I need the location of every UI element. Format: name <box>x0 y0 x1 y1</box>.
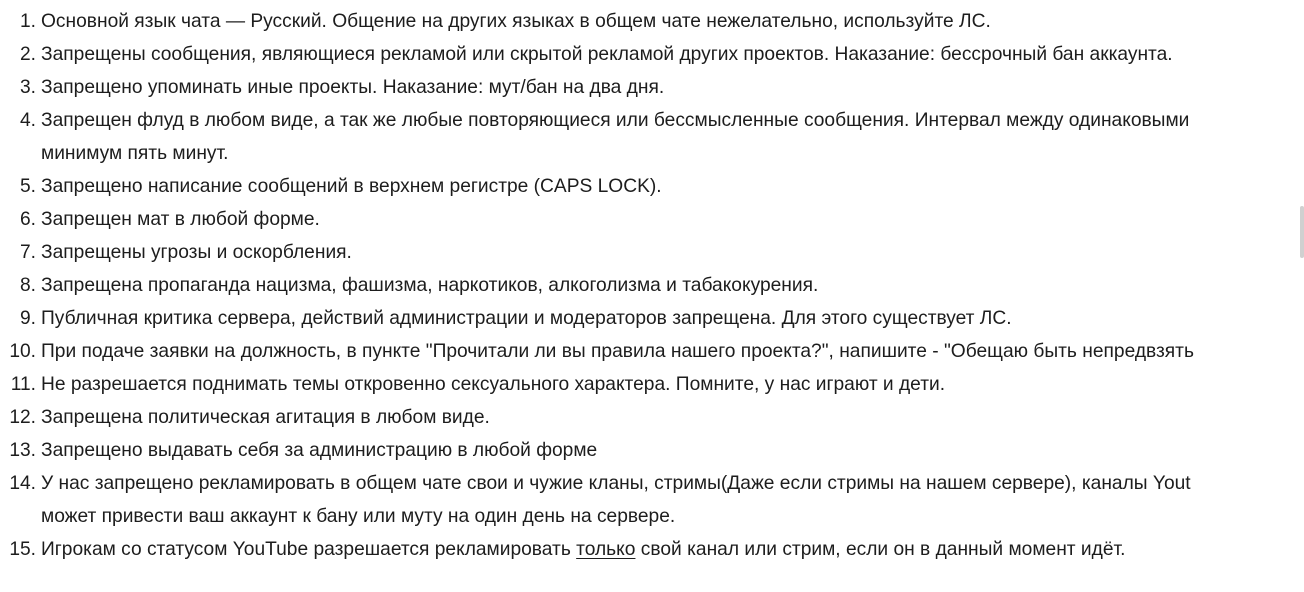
rule-text: Запрещен мат в любой форме. <box>41 209 320 230</box>
rule-text-before: Игрокам со статусом YouTube разрешается рекламировать <box>41 539 577 560</box>
rule-text: Запрещен флуд в любом виде, а так же любые повторяющиеся или бессмысленные сообщения. Интервал между одинаковыми <box>41 110 1190 131</box>
rule-number: 15. <box>9 539 36 560</box>
rules-list <box>0 5 1298 566</box>
rule-number: 5. <box>19 176 36 197</box>
rule-text: Запрещено упоминать иные проекты. Наказание: мут/бан на два дня. <box>41 77 665 98</box>
rule-text: Публичная критика сервера, действий администрации и модераторов запрещена. Для этого существует ЛС. <box>41 308 1012 329</box>
rule-item-5 <box>0 170 1298 203</box>
rule-text: У нас запрещено рекламировать в общем чате свои и чужие кланы, стримы(Даже если стримы на нашем сервере), каналы Yout <box>41 473 1191 494</box>
rule-item-14 <box>0 467 1298 533</box>
rule-number: 10. <box>9 341 36 362</box>
rule-item-3 <box>0 71 1298 104</box>
rule-item-2 <box>0 38 1298 71</box>
rule-text: Запрещены сообщения, являющиеся рекламой или скрытой рекламой других проектов. Наказание: бессрочный бан аккаунта. <box>41 44 1173 65</box>
rule-text-continuation: минимум пять минут. <box>41 143 229 164</box>
rule-number: 11. <box>10 374 36 395</box>
underlined-emphasis: только <box>576 539 636 560</box>
rule-number: 9. <box>19 308 36 329</box>
rule-number: 3. <box>19 77 36 98</box>
rule-number: 2. <box>19 44 36 65</box>
rule-text: При подаче заявки на должность, в пункте "Прочитали ли вы правила нашего проекта?", напишите - "Обещаю быть непредвзять <box>41 341 1194 362</box>
rule-number: 1. <box>19 11 36 32</box>
rule-number: 7. <box>19 242 36 263</box>
rule-text: Запрещена пропаганда нацизма, фашизма, наркотиков, алкоголизма и табакокурения. <box>41 275 819 296</box>
rule-text-after: свой канал или стрим, если он в данный момент идёт. <box>635 539 1126 560</box>
rule-item-6 <box>0 203 1298 236</box>
rule-text: Не разрешается поднимать темы откровенно сексуального характера. Помните, у нас играют и дети. <box>41 374 946 395</box>
scrollbar-thumb[interactable] <box>1300 206 1304 258</box>
rule-item-11 <box>0 368 1298 401</box>
rule-number: 13. <box>9 440 36 461</box>
rule-item-13 <box>0 434 1298 467</box>
rule-item-7 <box>0 236 1298 269</box>
rule-text-block <box>41 533 1298 566</box>
rule-text: Запрещена политическая агитация в любом виде. <box>41 407 490 428</box>
rule-number: 14. <box>9 473 36 494</box>
rule-text-continuation: может привести ваш аккаунт к бану или муту на один день на сервере. <box>41 506 676 527</box>
rule-item-10 <box>0 335 1298 368</box>
rule-item-12 <box>0 401 1298 434</box>
rule-item-8 <box>0 269 1298 302</box>
rule-item-1 <box>0 5 1298 38</box>
rule-text: Запрещено написание сообщений в верхнем регистре (CAPS LOCK). <box>41 176 662 197</box>
rule-item-15 <box>0 533 1298 566</box>
rule-text-block <box>41 467 1298 533</box>
rule-number: 12. <box>9 407 36 428</box>
rule-number: 8. <box>19 275 36 296</box>
rule-text: Запрещены угрозы и оскорбления. <box>41 242 352 263</box>
rule-text: Запрещено выдавать себя за администрацию в любой форме <box>41 440 598 461</box>
rule-number: 6. <box>19 209 36 230</box>
rule-item-9 <box>0 302 1298 335</box>
vertical-scrollbar[interactable] <box>1298 0 1304 592</box>
rule-text: Основной язык чата — Русский. Общение на других языках в общем чате нежелательно, используйте ЛС. <box>41 11 991 32</box>
rule-item-4 <box>0 104 1298 170</box>
rule-text-block <box>41 104 1298 170</box>
rule-number: 4. <box>19 110 36 131</box>
